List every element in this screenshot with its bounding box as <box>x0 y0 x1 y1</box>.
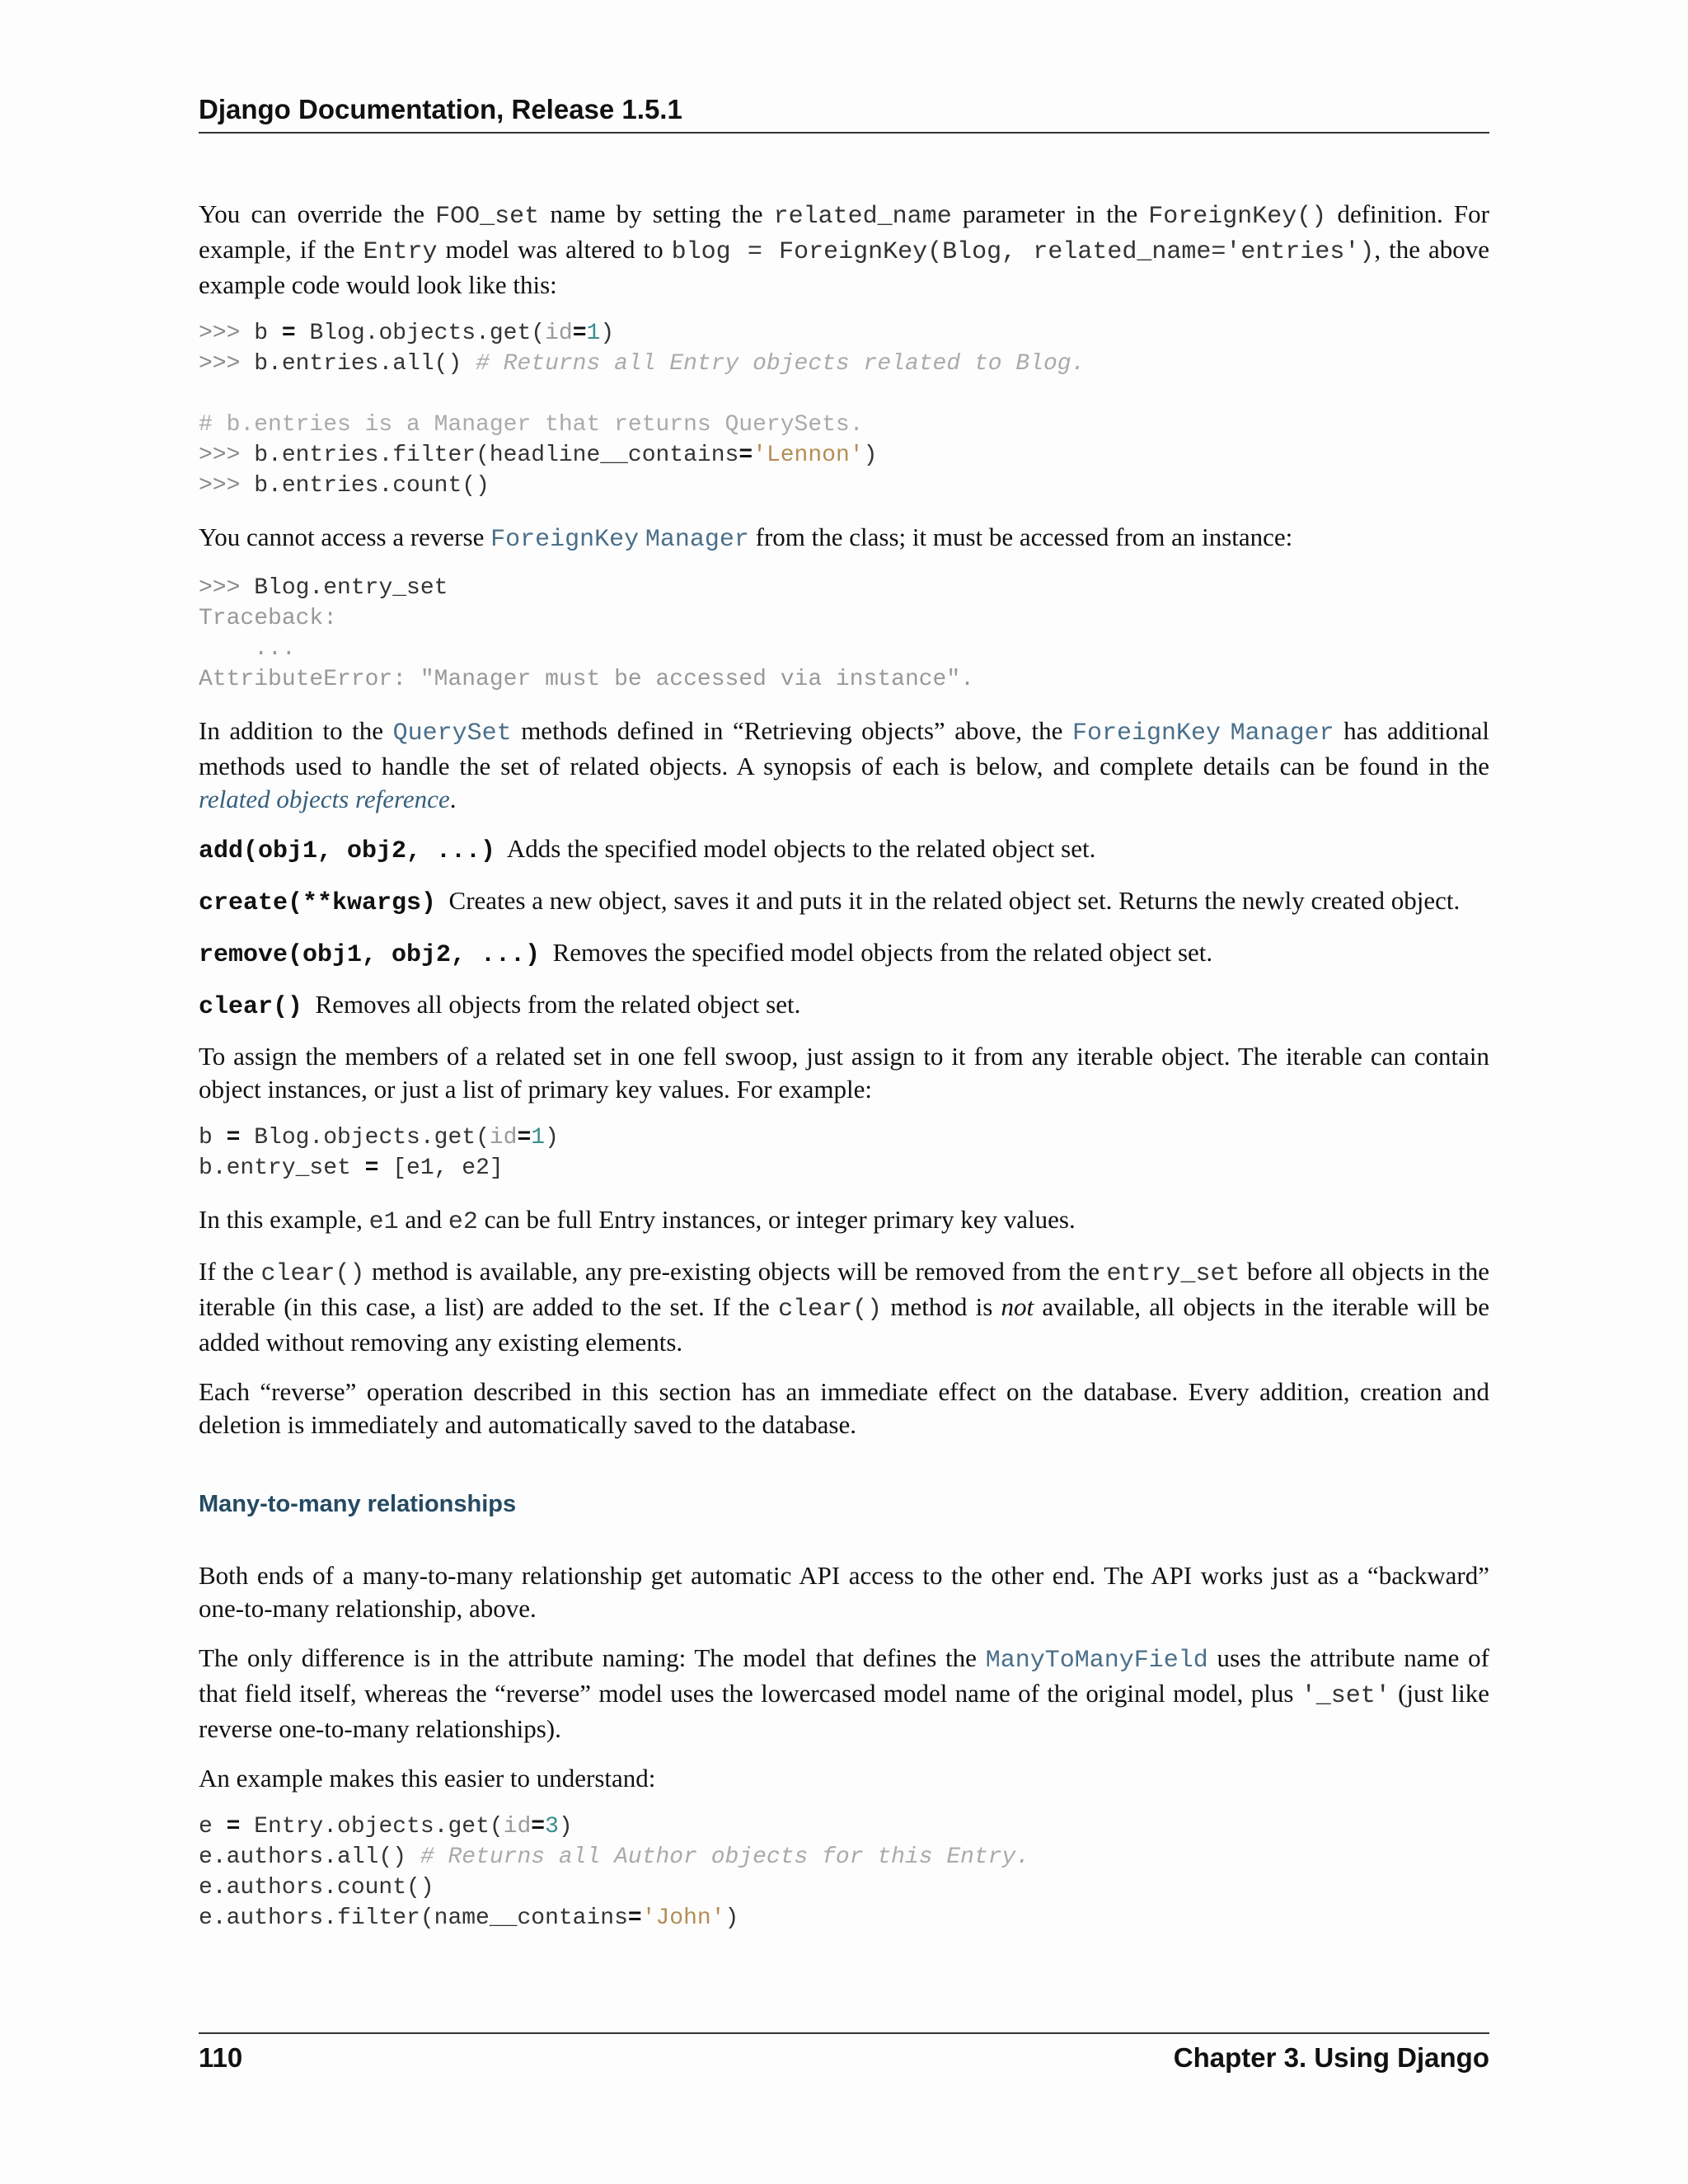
code-block-related-name: >>> b = Blog.objects.get(id=1) >>> b.entries.all() # Returns all Entry objects related to Blog. # b.entries is a Manager that returns QuerySets. >>> b.entries.filter(headline__contains='Lennon') >>> b.entries.count() <box>199 321 1085 499</box>
paragraph-reverse-manager: You cannot access a reverse ForeignKey Manager from the class; it must be accessed from an instance: <box>199 523 1293 554</box>
definition-remove: remove(obj1, obj2, ...) Removes the specified model objects from the related object set. <box>199 938 1213 969</box>
chapter-title: Chapter 3. Using Django <box>1173 2042 1489 2073</box>
definition-clear: clear() Removes all objects from the related object set. <box>199 990 801 1021</box>
page-number: 110 <box>199 2042 243 2073</box>
paragraph-override-foo-set: You can override the FOO_set name by setting the related_name parameter in the ForeignKey() definition. For example, if the Entry model was altered to blog = ForeignKey(Blog, related_name='entries'), the above example code would look like this: <box>199 199 1490 299</box>
page-footer <box>199 2032 1489 2083</box>
code-block-traceback: >>> Blog.entry_set Traceback: ... AttributeError: "Manager must be accessed via instance". <box>199 575 974 692</box>
manytomanyfield-link[interactable]: ManyToManyField <box>985 1647 1208 1675</box>
definition-create: create(**kwargs) Creates a new object, saves it and puts it in the related object set. Returns the newly created object. <box>199 886 1461 917</box>
definition-add: add(obj1, obj2, ...) Adds the specified model objects to the related object set. <box>199 834 1096 865</box>
code-block-entry-set: b = Blog.objects.get(id=1) b.entry_set = [e1, e2] <box>199 1125 559 1181</box>
paragraph-attribute-naming: The only difference is in the attribute naming: The model that defines the ManyToManyField uses the attribute name of that field itself, whereas the “reverse” model uses the lowercased model name of the original model, plus '_set' (just like reverse one-to-many relationships). <box>199 1643 1489 1743</box>
foreignkey-link[interactable]: ForeignKey <box>490 526 640 554</box>
paragraph-reverse-operation: Each “reverse” operation described in this section has an immediate effect on the database. Every addition, creation and deletion is immediately and automatically saved to the database. <box>199 1377 1489 1439</box>
paragraph-example-intro: An example makes this easier to understand: <box>199 1764 656 1793</box>
paragraph-e1-e2: In this example, e1 and e2 can be full Entry instances, or integer primary key values. <box>199 1205 1076 1236</box>
queryset-link[interactable]: QuerySet <box>392 719 512 748</box>
page-header <box>199 89 1489 134</box>
page-body <box>199 198 1489 1953</box>
paragraph-clear-method: If the clear() method is available, any pre-existing objects will be removed from the entry_set before all objects in the iterable (in this case, a list) are added to the set. If the clear() method is not available, all objects in the iterable will be added without removing any existing elements. <box>199 1257 1489 1357</box>
manager-link-2[interactable]: Manager <box>1230 719 1334 748</box>
paragraph-assign-members: To assign the members of a related set in one fell swoop, just assign to it from any iterable object. The iterable can contain object instances, or just a list of primary key values. For example: <box>199 1042 1489 1104</box>
related-objects-reference-link[interactable]: related objects reference <box>199 785 450 813</box>
code-block-authors: e = Entry.objects.get(id=3) e.authors.all() # Returns all Author objects for this Entry. e.authors.count() e.authors.filter(name__contains='John') <box>199 1814 1030 1931</box>
header-title: Django Documentation, Release 1.5.1 <box>199 94 682 124</box>
manager-link[interactable]: Manager <box>645 526 749 554</box>
foreignkey-link-2[interactable]: ForeignKey <box>1071 719 1221 748</box>
section-heading-many-to-many: Many-to-many relationships <box>199 1491 517 1517</box>
paragraph-both-ends: Both ends of a many-to-many relationship get automatic API access to the other end. The API works just as a “backward” one-to-many relationship, above. <box>199 1561 1489 1623</box>
paragraph-additional-methods: In addition to the QuerySet methods defined in “Retrieving objects” above, the ForeignKey Manager has additional methods used to handle the set of related objects. A synopsis of each is below, and complete details can be found in the related objects reference. <box>199 716 1490 813</box>
